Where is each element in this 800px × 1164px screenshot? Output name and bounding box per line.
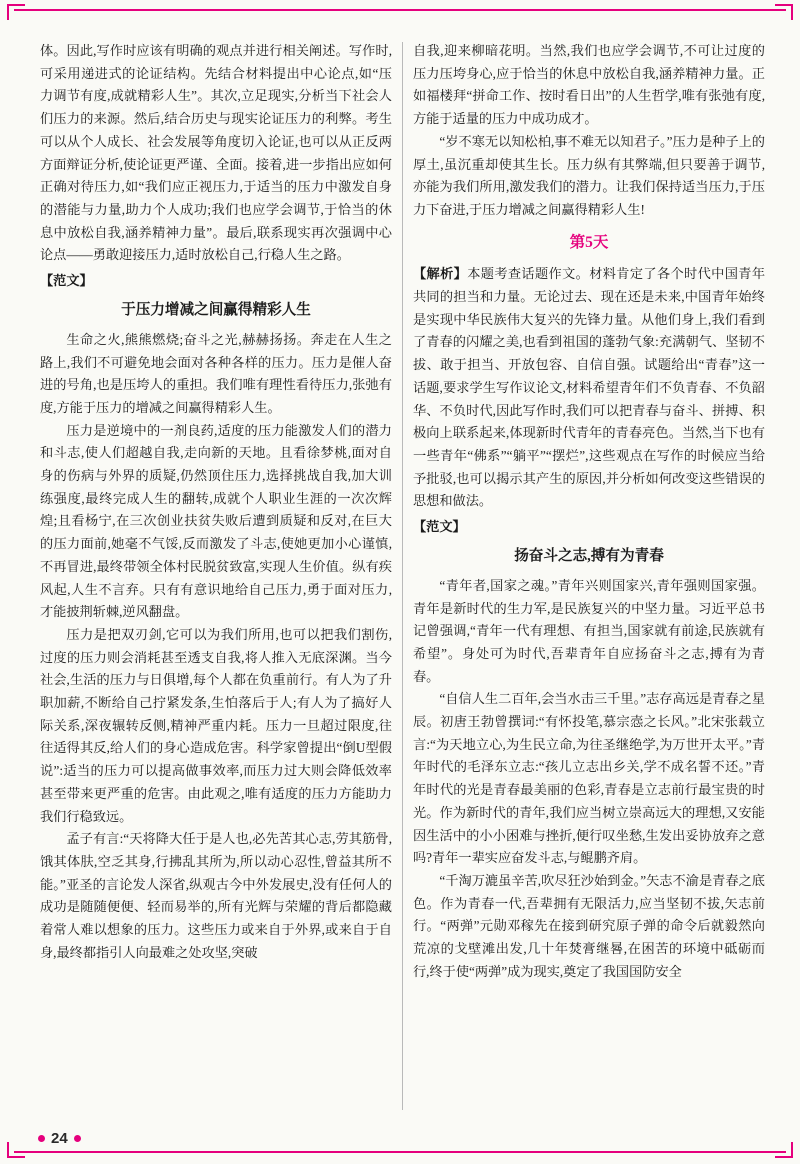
essay-paragraph: “青年者,国家之魂。”青年兴则国家兴,青年强则国家强。青年是新时代的生力军,是民族复兴的中坚力量。习近平总书记曾强调,“青年一代有理想、有担当,国家就有前途,民族就有希望”。身处可为时代,吾辈青年自应扬奋斗之志,搏有为青春。 xyxy=(413,577,765,684)
corner-ornament-top-left xyxy=(7,4,25,20)
page-number: 24 xyxy=(51,1130,68,1147)
essay-paragraph: 孟子有言:“天将降大任于是人也,必先苦其心志,劳其筋骨,饿其体肤,空乏其身,行拂乱其所为,所以动心忍性,曾益其所不能。”亚圣的言论发人深省,纵观古今中外发展史,没有任何人的成功是随随便便、轻而易举的,所有光辉与荣耀的背后都隐藏着常人难以想象的压力。这些压力或来自于外界,或来自于自身,最终都指引人向最难之处攻坚,突破 xyxy=(40,831,392,960)
top-rule xyxy=(14,9,786,11)
essay-paragraph: 生命之火,熊熊燃烧;奋斗之光,赫赫扬扬。奔走在人生之路上,我们不可避免地会面对各种各样的压力。压力是催人奋进的号角,也是压垮人的重担。我们唯有理性看待压力,张弛有度,方能于压力的增减之间赢得精彩人生。 xyxy=(40,331,392,415)
footer-dot-left xyxy=(38,1135,45,1142)
corner-ornament-bottom-right xyxy=(775,1142,793,1158)
bottom-rule xyxy=(14,1151,786,1153)
corner-ornament-bottom-left xyxy=(7,1142,25,1158)
essay-paragraph: “自信人生二百年,会当水击三千里。”志存高远是青春之星辰。初唐王勃曾撰词:“有怀投笔,慕宗悫之长风。”北宋张载立言:“为天地立心,为生民立命,为往圣继绝学,为万世开太平。”青年时代的毛泽东立志:“孩儿立志出乡关,学不成名誓不还。”青年时代的光是青春最美丽的色彩,青春是立志前行最宝贵的时光。作为新时代的青年,我们应当树立崇高远大的理想,又安能因生活中的小小困难与挫折,便行叹坐愁,生发出妥协放弃之意吗?青年一辈实应奋发斗志,与鲲鹏齐肩。 xyxy=(413,691,765,866)
essay-paragraph: “岁不寒无以知松柏,事不难无以知君子。”压力是种子上的厚土,虽沉重却使其生长。压力纵有其弊端,但只要善于调节,亦能为我们所用,激发我们的潜力。让我们保持适当压力,于压力下奋进,于压力增减之间赢得精彩人生! xyxy=(413,133,765,217)
essay-title-left: 于压力增减之间赢得精彩人生 xyxy=(121,301,311,318)
essay-paragraph: “千淘万漉虽辛苦,吹尽狂沙始到金。”矢志不渝是青春之底色。作为青春一代,吾辈拥有无限活力,应当坚韧不拔,矢志前行。“两弹”元勋邓稼先在接到研究原子弹的命令后就毅然向荒凉的戈壁滩出发,几十年焚膏继晷,在困苦的环境中砥砺而行,终于使“两弹”成为现实,奠定了我国国防安全 xyxy=(413,872,765,979)
analysis-paragraph xyxy=(413,263,765,513)
page-footer xyxy=(38,1130,81,1147)
essay-paragraph: 压力是把双刃剑,它可以为我们所用,也可以把我们割伤,过度的压力则会消耗甚至透支自我,将人推入无底深渊。当今社会,生活的压力与日俱增,每个人都在负重前行。有人为了升职加薪,不断给自己拧紧发条,生怕落后于人;有人为了搞好人际关系,深夜辗转反侧,精神严重内耗。压力一旦超过限度,往往适得其反,给人们的身心造成危害。科学家曾提出“倒U型假说”:适当的压力可以提高做事效率,而压力过大则会降低效率甚至带来更严重的危害。由此观之,唯有适度的压力方能助力我们行稳致远。 xyxy=(40,626,392,824)
corner-ornament-top-right xyxy=(775,4,793,20)
analysis-label: 【解析】 xyxy=(413,266,468,282)
day-heading: 第5天 xyxy=(569,233,609,251)
essay-title-right: 扬奋斗之志,搏有为青春 xyxy=(514,547,664,564)
page-content xyxy=(40,40,767,1116)
footer-dot-right xyxy=(74,1135,81,1142)
essay-paragraph: 压力是逆境中的一剂良药,适度的压力能激发人们的潜力和斗志,使人们超越自我,走向新的天地。且看徐梦桃,面对自身的伤病与外界的质疑,仍然顶住压力,选择挑战自我,加大训练强度,最终完成人生的翻转,成就个人职业生涯的一次次辉煌;且看杨宁,在三次创业扶贫失败后遭到质疑和反对,在巨大的压力面前,她毫不气馁,反而激发了斗志,使她更加小心谨慎,不再冒进,最终带领全体村民脱贫致富,实现人生价值。纵有疾风起,人生不言弃。只有有意识地给自己压力,勇于面对压力,才能披荆斩棘,逆风翻盘。 xyxy=(40,422,392,620)
fanwen-label: 【范文】 xyxy=(40,273,93,289)
fanwen-label: 【范文】 xyxy=(413,519,466,535)
left-column xyxy=(40,40,392,1116)
continuation-paragraph: 自我,迎来柳暗花明。当然,我们也应学会调节,不可让过度的压力压垮身心,应于恰当的休息中放松自我,涵养精神力量。正如福楼拜“拼命工作、按时看日出”的人生哲学,唯有张弛有度,方能于适量的压力中成功成才。 xyxy=(413,43,765,127)
continuation-paragraph: 体。因此,写作时应该有明确的观点并进行相关阐述。写作时,可采用递进式的论证结构。先结合材料提出中心论点,如“压力调节有度,成就精彩人生”。其次,立足现实,分析当下社会人们压力的来源。然后,结合历史与现实论证压力的利弊。考生可以从个人成长、社会发展等角度切入论证,也可以从正反两方面辩证分析,使论证更严谨、全面。接着,进一步指出应如何正确对待压力,如“我们应正视压力,于适当的压力中激发自身的潜能与力量,助力个人成功;我们也应学会调节,于恰当的休息中放松自我,涵养精神力量”。最后,联系现实再次强调中心论点——勇敢迎接压力,适时放松自己,行稳人生之路。 xyxy=(40,43,392,263)
analysis-text: 本题考查话题作文。材料肯定了各个时代中国青年共同的担当和力量。无论过去、现在还是未来,中国青年始终是实现中华民族伟大复兴的先锋力量。从他们身上,我们看到了青春的闪耀之美,也看到祖国的蓬勃气象:充满朝气、坚韧不拔、敢于担当、开放包容、自信自强。试题给出“青春”这一话题,要求学生写作议论文,材料希望青年们不负青春、不负韶华、不负时代,因此写作时,我们可以把青春与奋斗、拼搏、积极向上联系起来,体现新时代青年的青春亮色。当然,当下也有一些青年“佛系”“躺平”“摆烂”,这些观点在写作的时候应当给予批驳,也可以揭示其产生的原因,并分析如何改变这些错误的思想和做法。 xyxy=(413,266,765,509)
column-divider xyxy=(402,42,403,1110)
right-column xyxy=(413,40,765,1116)
